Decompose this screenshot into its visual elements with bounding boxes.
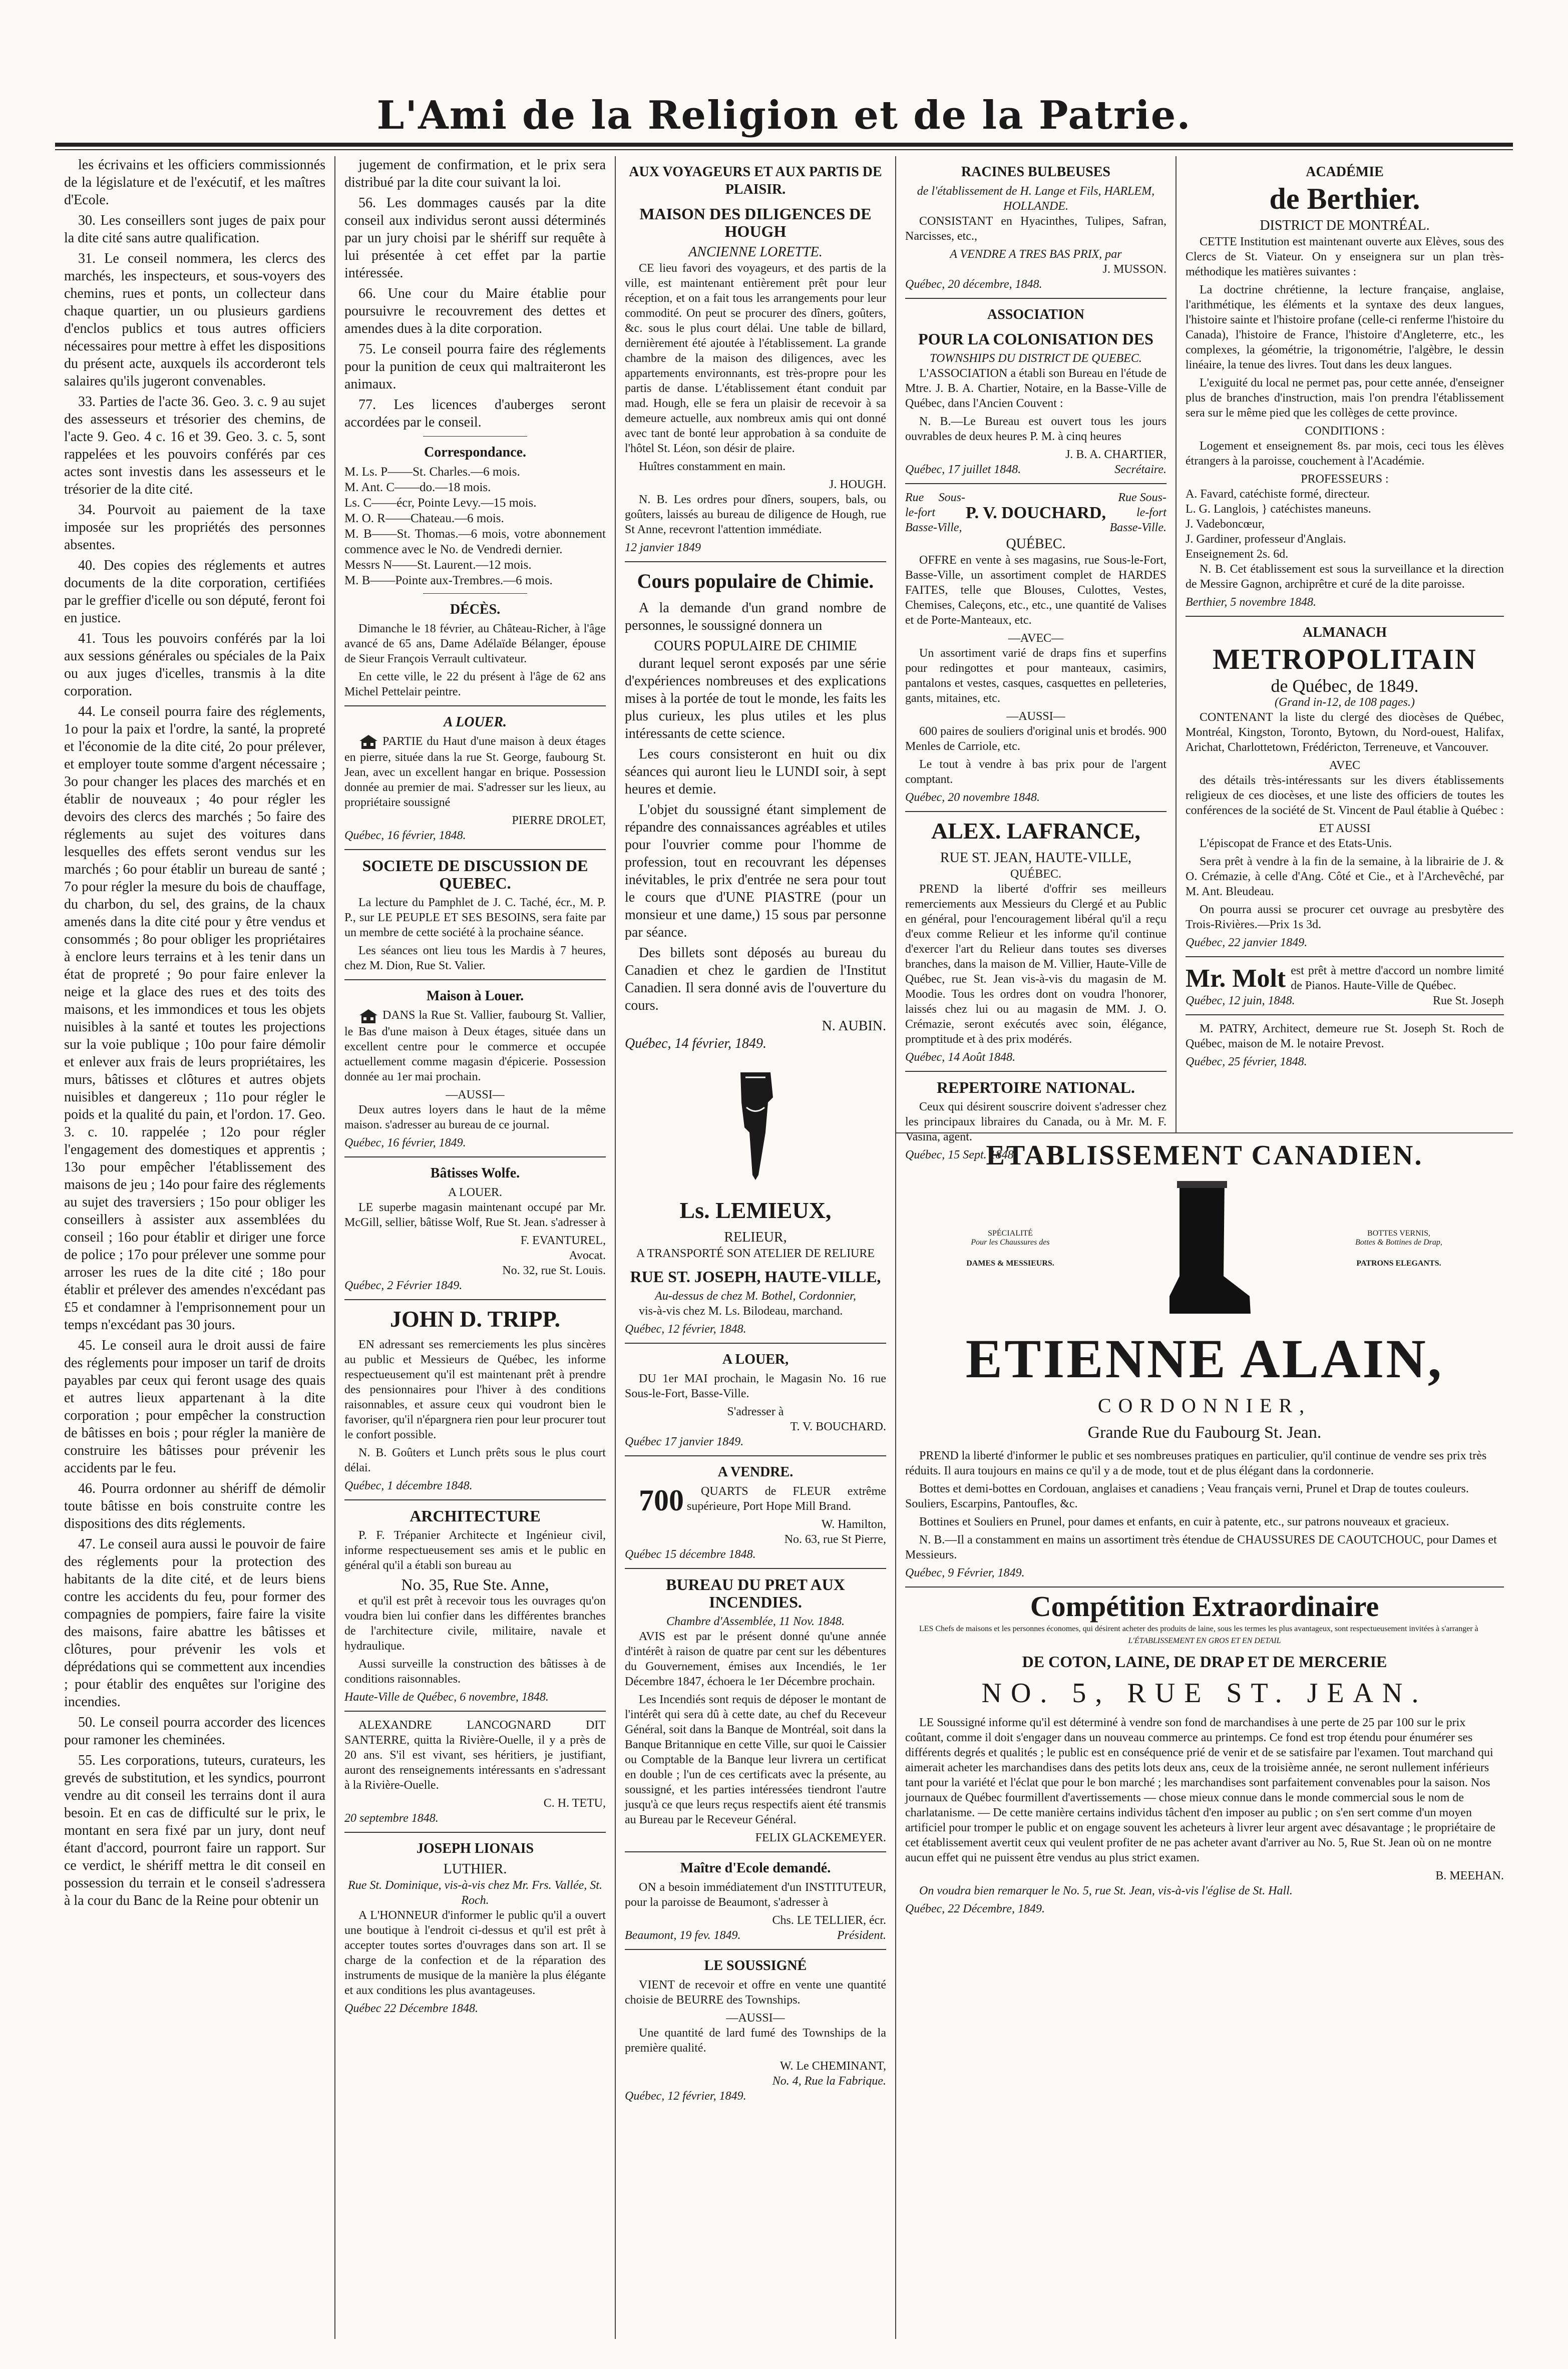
lafrance-text: PREND la liberté d'offrir ses meilleurs remerciements aux Messieurs du Clergé et au Public en général, pour l'encouragement libéral qu'il a reçu d'eux comme Relieur et les informe qu'il continue d'exercer l'art du Relieur dans toutes ses diverses branches, dans la maison de M. Villier, Haute-Ville de Québec, rue St. Jean vis-à-vis du magasin de M. Moodie. Tous les ordres dont on voudra l'honorer, laissés chez lui ou au magasin de MM. J. O. Crémazie, seront exécutés avec soin, élégance, promptitude et à des prix modérés. [905,883,1166,1046]
racines-sub: de l'établissement de H. Lange et Fils, HARLEM, HOLLANDE. [917,185,1155,213]
almanach-text: CONTENANT la liste du clergé des diocèses de Québec, Montréal, Kingston, Toronto, Bytown, du Nord-ouest, Halifax, Arichat, Charlottetown, Frédéricton, Terreneuve, et Vancouver. [1186,711,1504,754]
archi-text: Aussi surveille la construction des bâtisses à de conditions raisonnables. [344,1657,606,1686]
aussi: ET AUSSI [1319,822,1371,835]
alain-text: Bottes et demi-bottes en Cordouan, anglaises et canadiens ; Veau français verni, Prunel et Drap de toutes couleurs. Souliers, Escarpins, Pantoufles, &c. [905,1482,1469,1510]
cordonnier: CORDONNIER, [1097,1394,1312,1417]
signature: W. Le CHEMINANT, [780,2060,886,2073]
correspondance-line: Ls. C——écr, Pointe Levy.—15 mois. [344,496,537,510]
date: Québec, 2 Février 1849. [344,1279,463,1292]
date: Québec 17 janvier 1849. [625,1435,744,1448]
date: 20 septembre 1848. [344,1811,439,1825]
date: Haute-Ville de Québec, 6 novembre, 1848. [344,1690,549,1704]
signature: W. Hamilton, [821,1518,886,1531]
academie-sub: DISTRICT DE MONTRÉAL. [1260,218,1430,233]
date: Québec, 20 novembre 1848. [905,791,1040,804]
specialite: SPÉCIALITÉ [988,1229,1033,1238]
divider [344,1711,606,1712]
asso-text: N. B.—Le Bureau est ouvert tous les jours ouvrables de deux heures P. M. à cinq heures [905,415,1166,443]
divider [344,705,606,706]
column-1 [55,156,335,2339]
maison-title: Maison à Louer. [426,988,524,1004]
alain-address: Grande Rue du Faubourg St. Jean. [1087,1423,1322,1442]
correspondance-line: M. Ls. P——St. Charles.—6 mois. [344,465,520,479]
comp-text: LE Soussigné informe qu'il est déterminé à vendre son fond de marchandises à une perte de 25 par 100 sur le prix coûtant, comme il doit s'engager dans un nouveau commerce au printemps. Ce fond est trop étendu pour énumérer ses différents degrés et qualités ; le public est en conséquence prié de venir et de se satisfaire par l'examen. Tout marchand qui aimerait acheter les marchandises dans des petits lots deux ans, ceux de la troisième année, ne seront nullement inférieurs tant pour la variété et l'éclat que pour le bon marché ; les marchandises sont parfaitement convenables pour la saison. Nos journaux de Québec fourmillent d'avertissements — chose mieux connue dans le monde commercial sous le nom de charlatanisme. — De cette manière certains individus tâchent d'en imposer au public ; on s'en sert comme d'un moyen artificiel pour tromper le public et on engage souvent les acheteurs à livrer leur argent avec désavantage ; le propriétaire de cet établissement avertit ceux qui veulent profiter de ne pas acheter avant d'arriver au No. 5, Rue St. Jean où on ne montre aucun effet qui ne puissent être vendus au plus strict examen. [905,1716,1496,1864]
date: Québec, 14 février, 1849. [625,1036,767,1051]
lionais-text: A L'HONNEUR d'informer le public qu'il a ouvert une boutique à l'endroit ci-dessus et qu'il est prêt à accepter toutes sortes d'ouvrages dans son art. Il se charge de la confection et de la réparation des instruments de musique de la manière la plus élégante et aux conditions les plus avantageuses. [344,1908,606,1997]
batisses-sub: A LOUER. [448,1186,502,1199]
lafrance-title: ALEX. LAFRANCE, [931,818,1140,844]
dames: DAMES & MESSIEURS. [966,1259,1054,1268]
archi-address: No. 35, Rue Ste. Anne, [401,1575,549,1594]
maitre-title: Maître d'Ecole demandé. [680,1860,831,1876]
signature-role: Secrétaire. [1114,463,1166,476]
lafrance-address: RUE ST. JEAN, HAUTE-VILLE, [940,850,1132,866]
divider [344,849,606,850]
date: Beaumont, 19 fev. 1849. [625,1929,741,1942]
vendre-body: QUARTS de FLEUR extrême supérieure, Port Hope Mill Brand. [687,1485,886,1513]
divider [625,1343,886,1344]
date: Québec, 12 février, 1848. [625,1323,746,1336]
molt-text: est prêt à mettre d'accord un nombre limité de Pianos. Haute-Ville de Québec. [1291,964,1504,992]
lancognard-text: ALEXANDRE LANCOGNARD DIT SANTERRE, quitta la Rivière-Ouelle, il y a près de 20 ans. S'il est vivant, ses héritiers, je justifiant, auront des renseignements intéressants en s'adressant à la Rivière-Ouelle. [344,1718,606,1792]
signature: B. MEEHAN. [1435,1869,1504,1882]
bureau-sub: Chambre d'Assemblée, 11 Nov. 1848. [666,1615,845,1628]
masthead-rule-thin [55,149,1513,150]
douchard-left: Rue Sous-le-fort Basse-Ville, [905,491,965,534]
signature-role: Président. [837,1929,886,1942]
batisses-title: Bâtisses Wolfe. [430,1165,520,1181]
cours-text: Des billets sont déposés au bureau du Canadien et chez le gardien de l'Institut Canadien. Il sera donné avis de l'ouverture du cours. [625,945,886,1013]
almanach-sub2: (Grand in-12, de 108 pages.) [1275,696,1415,709]
racines-text: A VENDRE A TRES BAS PRIX, par [950,248,1122,261]
paragraph: 55. Les corporations, tuteurs, curateurs, les grevés de substitution, et les syndics, pourront vendre au dit conseil les terrains dont il aura besoin. Et en cas de difficulté sur le prix, le montant en sera fixé par un jury, dont neuf étant d'accord, pourront faire un rapport. Sur ce verdict, le shériff mettra le dit conseil en possession du terrain et le conseil s'adressera à la cour du Banc de la Reine pour obtenir un [64,1753,325,1908]
columns [55,156,1513,2339]
date: Québec, 20 décembre, 1848. [905,278,1042,291]
asso-title: ASSOCIATION [987,307,1084,322]
douchard-header [905,490,1166,535]
date: Québec, 25 février, 1848. [1186,1055,1307,1068]
column-5 [1177,156,1513,1132]
avec: AVEC [1329,759,1361,772]
paragraph: 66. Une cour du Maire établie pour poursuivre le recouvrement des dettes et amendes dues à la dite corporation. [344,286,606,336]
bureau-text: Les Incendiés sont requis de déposer le montant de l'intérêt qui sera dû à cette date, au chef du Receveur Général, soit dans la Banque de Montréal, soit dans la Banque Britannique en cette Ville, sur quoi le Caissier ou Comptable de la Banque leur livrera un certificat en double ; l'un de ces certificats avec la présente, au soussigné, et les parties intéressées tiendront l'autre jusqu'à ce que leurs reçus respectifs aient été transmis au Bureau par le Receveur Général. [625,1693,886,1826]
column-3 [616,156,896,2339]
aussi: —AUSSI— [1006,710,1065,723]
date: Québec, 12 juin, 1848. [1186,994,1295,1007]
alouer-title: A LOUER. [443,714,507,730]
academie-text: La doctrine chrétienne, la lecture française, anglaise, l'arithmétique, les éléments et la syntaxe des deux langues, l'histoire sainte et l'histoire profane (celle-ci renferme l'histoire du Canada), l'histoire de France, l'histoire d'Angleterre, etc., les complexes, la géométrie, la trigonométrie, l'algèbre, le dessin linéaire, la tenue des livres. Tout dans les deux langues. [1186,283,1504,371]
cours-text: Les cours consisteront en huit ou dix séances qui auront lieu le LUNDI soir, à sept heures et demie. [625,746,886,797]
asso-footer [905,462,1166,477]
date: Québec, 15 Sept. 1848. [905,1148,1017,1161]
archi-text: et qu'il est prêt à recevoir tous les ouvrages qu'on voudra bien lui confier dans les différentes branches de l'architecture civile, militaire, navale et hydraulique. [344,1594,606,1653]
correspondance-line: M. O. R——Chateau.—6 mois. [344,512,504,525]
lemieux-text: A TRANSPORTÉ SON ATELIER DE RELIURE [636,1247,875,1260]
house-icon [358,1008,378,1024]
lemieux-text: vis-à-vis chez M. Ls. Bilodeau, marchand. [639,1305,843,1318]
comp-sub: L'ÉTABLISSEMENT EN GROS ET EN DETAIL [1128,1637,1281,1645]
maitre-footer [625,1928,886,1943]
correspondance-line: Messrs N——St. Laurent.—12 mois. [344,558,532,572]
societe-title: SOCIETE DE DISCUSSION DE QUEBEC. [362,857,588,893]
divider [423,593,528,594]
right-area [896,156,1513,2339]
correspondance-line: M. Ant. C——do.—18 mois. [344,481,491,494]
wide-ads [896,1132,1513,1916]
societe-text: Les séances ont lieu tous les Mardis à 7 heures, chez M. Dion, Rue St. Valier. [344,944,606,973]
academie-text: L'exiguité du local ne permet pas, pour cette année, d'enseigner plus de branches d'instruction, mais l'on prendra l'établissement sera sur le même pied que les collèges de cette province. [1186,376,1504,420]
paragraph: 77. Les licences d'auberges seront accordées par le conseil. [344,397,606,430]
signature: Chs. LE TELLIER, écr. [772,1914,886,1927]
lemieux-address: RUE ST. JOSEPH, HAUTE-VILLE, [630,1268,881,1286]
bottes-sub: Bottes & Bottines de Drap, [1355,1238,1442,1247]
paragraph: les écrivains et les officiers commissionnés de la législature et de l'exécutif, et les maîtres d'Ecole. [64,157,325,208]
alouer-text [344,734,606,810]
tripp-title: JOHN D. TRIPP. [390,1306,560,1332]
archi-text: P. F. Trépanier Architecte et Ingénieur civil, informe respectueusement ses amis et le public en général qu'il a établi son bureau au [344,1528,606,1572]
date: Québec, 22 janvier 1849. [1186,936,1308,949]
maison-diligences-sub: ANCIENNE LORETTE. [688,244,823,260]
divider [905,298,1166,299]
alain-text: N. B.—Il a constamment en mains un assortiment très étendue de CHAUSSURES DE CAOUTCHOUC, pour Dames et Messieurs. [905,1533,1497,1561]
academie-name: de Berthier. [1269,182,1420,215]
date: Québec, 12 février, 1849. [625,2090,746,2103]
lemieux-title: Ls. LEMIEUX, [679,1198,832,1223]
avec: —AVEC— [1008,632,1064,645]
divider [905,483,1166,484]
lionais-sub: LUTHIER. [443,1861,507,1877]
divider [1186,956,1504,957]
alain-name: ETIENNE ALAIN, [965,1328,1444,1389]
column-4 [896,156,1177,1161]
douchard-text: OFFRE en vente à ses magasins, rue Sous-le-Fort, Basse-Ville, un assortiment complet de HARDES FAITES, telle que Blouses, Culottes, Vestes, Chemises, Caleçons, etc., etc., une quantité de Valises et de Porte-Manteaux, etc. [905,554,1166,627]
comp-text: LES Chefs de maisons et les personnes économes, qui désirent acheter des produits de laine, sous les termes les plus avantageux, sont respectueusement invitées à s'arranger à [919,1625,1478,1633]
date: Québec, 17 juillet 1848. [905,463,1021,476]
house-icon [358,734,378,750]
bureau-title: BUREAU DU PRET AUX INCENDIES. [666,1575,845,1611]
lionais-title: JOSEPH LIONAIS [416,1840,534,1856]
address: No. 32, rue St. Louis. [502,1264,606,1277]
date: 12 janvier 1849 [625,541,701,554]
divider [344,979,606,980]
maison-diligences-nb: N. B. Les ordres pour dîners, soupers, bals, ou goûters, laissés au bureau de diligence de Hough, rue St Anne, recevront l'attention immédiate. [625,493,886,536]
maison-diligences-text: Huîtres constamment en main. [639,460,786,473]
maison-diligences-title: MAISON DES DILIGENCES DE HOUGH [639,205,872,240]
signature: F. EVANTUREL, [520,1234,606,1247]
divider [423,436,528,437]
tripp-text: EN adressant ses remerciements les plus sincères au public et Messieurs de Québec, les informe respectueusement qu'il est maintenant prêt à prendre des pensionnaires pour l'hiver à des conditions raisonnables, et assure ceux qui voudront bien le favoriser, qu'il n'épargnera rien pour leur procurer tout le confort possible. [344,1338,606,1441]
correspondance-title: Correspondance. [424,445,527,460]
cours-text: A la demande d'un grand nombre de personnes, le soussigné donnera un [625,600,886,633]
vendre-text [625,1484,886,1517]
boot-ad-row [905,1173,1504,1324]
address: Rue St. Joseph [1432,994,1504,1007]
conditions-title: CONDITIONS : [1305,425,1385,438]
douchard-text: Un assortiment varié de draps fins et superfins pour redingottes et pour manteaux, casimirs, pantalons et vestes, casques, casquettes en pelleteries, gants, mitaines, etc. [905,647,1166,705]
douchard-text: Le tout à vendre à bas prix pour de l'argent comptant. [905,758,1166,786]
professeurs-title: PROFESSEURS : [1301,473,1389,486]
date: Québec, 16 février, 1849. [344,1136,466,1149]
comp-address: NO. 5, RUE ST. JEAN. [981,1678,1428,1709]
address: No. 63, rue St Pierre, [784,1533,886,1546]
divider [625,561,886,562]
masthead: L'Ami de la Religion et de la Patrie. [376,93,1192,138]
vendre-title: A VENDRE. [717,1464,794,1480]
paragraph: 33. Parties de l'acte 36. Geo. 3. c. 9 au sujet des assesseurs et trésorier des chemins, de l'acte 9. Geo. 4 c. 16 et 39. Geo. 3. c. 5, sont rappelées et les pouvoirs conférés par ces actes sont investis dans les assesseurs et le trésorier de la dite cité. [64,394,325,497]
cours-title: Cours populaire de Chimie. [637,570,874,592]
date: Québec, 22 Décembre, 1849. [905,1902,1045,1915]
bureau-text: AVIS est par le présent donné qu'une année d'intérêt à raison de quatre par cent sur les débentures du Gouvernement, émises aux Incendiés, le 1er Décembre 1847, échoera le 1er Décembre prochain. [625,1630,886,1688]
divider [905,1071,1166,1072]
asso-title2: POUR LA COLONISATION DES [918,330,1153,348]
paragraph: jugement de confirmation, et le prix sera distribué par la dite cour suivant la loi. [344,157,606,190]
alouer-text: DU 1er MAI prochain, le Magasin No. 16 rue Sous-le-Fort, Basse-Ville. [625,1372,886,1400]
professeur-line: L. G. Langlois, } catéchistes maneuns. [1186,503,1371,516]
douchard-city: QUÉBEC. [1006,536,1066,552]
almanach-text: L'épiscopat de France et des Etats-Unis. [1200,837,1392,850]
almanach-title: ALMANACH [1303,625,1387,640]
vendre-number: 700 [639,1484,684,1517]
paragraph: 47. Le conseil aura aussi le pouvoir de faire des réglements pour la protection des habitants de la dite cité, et de leurs biens contre les accidents du feu, pour former des compagnies de pompiers, faire faire la visite des maisons, faire abattre les bâtisses et clôtures, pour prévenir les vols et déprédations qui se commettent aux incendies ; pour établir des enquêtes sur l'origine des incendies. [64,1536,325,1710]
address: No. 4, Rue la Fabrique. [772,2075,886,2088]
patry-text: M. PATRY, Architect, demeure rue St. Joseph St. Roch de Québec, maison de M. le notaire Prevost. [1186,1022,1504,1050]
divider [625,1949,886,1950]
maison-text [344,1008,606,1084]
lemieux-address2: Au-dessus de chez M. Bothel, Cordonnier, [655,1290,856,1303]
bottes-title: BOTTES VERNIS, [1367,1229,1430,1238]
alouer-text: S'adresser à [727,1405,784,1418]
molt-footer [1186,993,1504,1008]
almanach-sub: de Québec, de 1849. [1271,676,1419,696]
signature: N. AUBIN. [822,1018,886,1034]
pointing-hand-icon [725,1067,786,1182]
archi-title: ARCHITECTURE [410,1506,541,1525]
comp-title: Compétition Extraordinaire [1030,1590,1379,1623]
divider [344,1499,606,1500]
maison-text: Deux autres loyers dans le haut de la même maison. s'adresser au bureau de ce journal. [344,1103,606,1131]
patrons: PATRONS ELEGANTS. [1356,1259,1441,1268]
divider [905,811,1166,812]
correspondance-line: M. B——St. Thomas.—6 mois, votre abonnement commence avec le No. de Vendredi dernier. [344,527,606,556]
date: Berthier, 5 novembre 1848. [1186,596,1317,609]
alain-text: PREND la liberté d'informer le public et ses nombreuses pratiques en particulier, qu'il continue de vendre ses prix très réduits. Il aura toujours en mains ce qu'il y a de mode, tout et de plus élégant dans la cordonnerie. [905,1449,1487,1477]
cours-sub: COURS POPULAIRE DE CHIMIE [654,638,857,654]
date: Québec 22 Décembre 1848. [344,2002,479,2015]
divider [344,1156,606,1157]
professeurs-text: N. B. Cet établissement est sous la surveillance et la direction de Messire Gagnon, archiprêtre et curé de la dite paroisse. [1186,563,1504,591]
etab-title: ETABLISSEMENT CANADIEN. [986,1140,1423,1171]
professeur-line: J. Gardiner, professeur d'Anglais. [1186,533,1346,546]
date: Québec, 9 Février, 1849. [905,1566,1025,1580]
divider [625,1568,886,1569]
paragraph: 50. Le conseil pourra accorder des licences pour ramoner les cheminées. [64,1715,325,1748]
deces-text: Dimanche le 18 février, au Château-Richer, à l'âge avancé de 65 ans, Dame Adélaïde Bélanger, épouse de Sieur François Verrault cultivateur. [344,622,606,665]
boot-icon [1154,1176,1255,1321]
paragraph: 31. Le conseil nommera, les clercs des marchés, les inspecteurs, et sous-voyers des chemins, rues et ponts, un collecteur dans chaque quartier, un ou plusieurs gardiens d'enclos publics et tous autres officiers nécessaires pour mettre à effet les dispositions du présent acte, auxquels ils accorderont tels salaires qu'ils jugeront convenables. [64,251,325,389]
column-2 [335,156,616,2339]
signature: J. HOUGH. [829,478,886,491]
boot-ad-right [1294,1229,1504,1268]
alouer-body: PARTIE du Haut d'une maison à deux étages en pierre, située dans la rue St. George, faubourg St. Jean, avec un excellent hangar en brique. Possession donnée au premier de mai. S'adresser sur les lieux, au propriétaire soussigné [344,735,606,810]
douchard-title: P. V. DOUCHARD, [966,503,1106,522]
comp-sub2: DE COTON, LAINE, DE DRAP ET DE MERCERIE [1022,1653,1387,1671]
divider [344,1299,606,1300]
divider [905,1587,1504,1588]
societe-text: La lecture du Pamphlet de J. C. Taché, écr., M. P. P., sur LE PEUPLE ET SES BESOINS, sera faite par un membre de cette société à la prochaine séance. [344,896,606,940]
voyageurs-title: AUX VOYAGEURS ET AUX PARTIS DE PLAISIR. [629,164,882,197]
divider [1186,616,1504,617]
deces-text: En cette ville, le 22 du présent à l'âge de 62 ans Michel Pettelair peintre. [344,670,606,698]
signature-role: Avocat. [569,1249,606,1262]
signature: PIERRE DROLET, [512,814,606,828]
professeur-line: J. Vadeboncœur, [1186,518,1265,531]
almanach-text: des détails très-intéressants sur les divers établissements religieux de ces diocèses, et une liste des officiers de toutes les conférences de la société de St. Vincent de Paul établie à Québec : [1186,774,1504,817]
paragraph: 41. Tous les pouvoirs conférés par la loi aux sessions générales ou spéciales de la Paix ou aux juges d'icelles, transmis à la dite corporation. [64,631,325,699]
conditions-text: Logement et enseignement 8s. par mois, ceci tous les élèves étrangers à la paroisse, couchement à l'Académie. [1186,440,1504,468]
date: Québec, 14 Août 1848. [905,1051,1016,1064]
maison-diligences-text: CE lieu favori des voyageurs, et des partis de la ville, est maintenant entièrement prêt pour leur réception, et on a fait tous les arrangements pour leur commodité. On peut se procurer des dîners, goûters, &c. sous le plus court délai. Une table de billard, dernièrement été ajoutée à l'établissement. La grande chambre de la maison des diligences, avec les appartements environnants, est très-propre pour les partis de danse. L'établissement étant conduit par mad. Hough, elle se fera un plaisir de recevoir à sa demeure actuelle, aux nombreux amis qui ont donné avec tant de bonté leur approbation à sa conduite de l'hôtel St. Léon, son désir de plaire. [625,262,886,455]
chaussures: Pour les Chaussures des [971,1238,1050,1247]
divider [344,1832,606,1833]
date: Québec, 1 décembre 1848. [344,1479,473,1492]
soussigne-title: LE SOUSSIGNÉ [704,1958,807,1973]
racines-title: RACINES BULBEUSES [961,164,1110,180]
paragraph: 45. Le conseil aura le droit aussi de faire des réglements pour imposer un tarif de droits payables par ceux qui feront usage des quais et autres lieux appartenant à la dite corporation ; pour empêcher la construction de bâtisses en bois ; pour régler la manière de construire les bâtisses pour prévenir les accidents par le feu. [64,1338,325,1476]
academie-title: ACADÉMIE [1306,164,1384,180]
signature: J. B. A. CHARTIER, [1065,448,1166,461]
maison-body: DANS la Rue St. Vallier, faubourg St. Vallier, le Bas d'une maison à Deux étages, située dans un excellent centre pour le commerce et occupée actuellement comme magasin d'épicerie. Possession donnée au 1er mai prochain. [344,1009,606,1083]
molt-ad [1186,963,1504,993]
racines-text: CONSISTANT en Hyacinthes, Tulipes, Safran, Narcisses, etc., [905,215,1166,243]
paragraph: 40. Des copies des réglements et autres documents de la dite corporation, certifiées par le greffier d'icelle ou son député, feront foi en justice. [64,558,325,626]
soussigne-text: VIENT de recevoir et offre en vente une quantité choisie de BEURRE des Townships. [625,1979,886,2007]
academie-text: CETTE Institution est maintenant ouverte aux Elèves, sous des Clercs de St. Viateur. On y enseignera sur un plan très-méthodique les matières suivantes : [1186,235,1504,278]
divider [625,1851,886,1852]
deces-title: DÉCÈS. [450,602,501,617]
cours-text: L'objet du soussigné étant simplement de répandre des connaissances agréables et utiles pour l'ouvrier comme pour l'homme de profession, tout en recouvrant les dépenses inévitables, le prix d'entrée ne sera pour tout le cours que d'UNE PIASTRE (pour un monsieur et une dame,) 15 sous par personne par séance. [625,802,886,940]
signature: FELIX GLACKEMEYER. [755,1831,886,1844]
professeur-line: Enseignement 2s. 6d. [1186,548,1289,561]
paragraph: 56. Les dommages causés par la dite conseil aux individus seront aussi déterminés par un jury choisi par le shériff sur requête à lui présentée à cet effet par la partie intéressée. [344,195,606,281]
alain-text: Bottines et Souliers en Prunel, pour dames et enfants, en cuir à patente, etc., sur patrons nouveaux et gracieux. [919,1515,1449,1528]
paragraph: 46. Pourra ordonner au shériff de démolir toute bâtisse en bois construite contre les dispositions des dits réglements. [64,1481,325,1531]
molt-name: Mr. Molt [1186,964,1286,993]
tripp-text: N. B. Goûters et Lunch prêts sous le plus court délai. [344,1446,606,1474]
soussigne-text: Une quantité de lard fumé des Townships de la première qualité. [625,2027,886,2055]
signature: C. H. TETU, [543,1796,606,1810]
divider [1186,1014,1504,1015]
professeur-line: A. Favard, catéchiste formé, directeur. [1186,488,1370,501]
correspondance-line: M. B——Pointe aux-Trembres.—6 mois. [344,574,553,587]
almanach-name: METROPOLITAIN [1213,643,1477,675]
paragraph: 75. Le conseil pourra faire des réglements pour la punition de ceux qui maltraiteront les animaux. [344,341,606,392]
divider [625,1455,886,1456]
repertoire-text: Ceux qui désirent souscrire doivent s'adresser chez les principaux libraires du Canada, ou à Mr. M. F. Vasina, agent. [905,1100,1166,1143]
signature: T. V. BOUCHARD. [790,1420,886,1433]
batisses-text: LE superbe magasin maintenant occupé par Mr. McGill, sellier, bâtisse Wolf, Rue St. Jean. s'adresser à [344,1201,606,1229]
boot-ad-left [905,1229,1115,1268]
date: Québec 15 décembre 1848. [625,1548,756,1561]
almanach-text: Sera prêt à vendre à la fin de la semaine, à la librairie de J. & O. Crémazie, à celle d'Ang. Côté et Cie., et à l'Archevêché, par M. Ant. Bleudeau. [1186,855,1504,898]
lemieux-sub: RELIEUR, [724,1230,787,1245]
cours-text: durant lequel seront exposés par une série d'expériences nombreuses et des explications mises à la portée de tout le monde, les faits les plus curieux, les plus utiles et les plus intéressants de cette science. [625,656,886,741]
date: Québec, 16 février, 1848. [344,829,466,843]
asso-sub: TOWNSHIPS DU DISTRICT DE QUEBEC. [930,352,1142,365]
paragraph: 34. Pourvoit au paiement de la taxe imposée sur les propriétés des personnes absentes. [64,502,325,553]
aussi: —AUSSI— [726,2012,785,2025]
alouer-title: A LOUER, [722,1352,789,1367]
comp-note: On voudra bien remarquer le No. 5, rue St. Jean, vis-à-vis l'église de St. Hall. [919,1884,1293,1897]
douchard-right: Rue Sous-le-fort Basse-Ville. [1109,491,1166,534]
aussi: —AUSSI— [446,1088,505,1101]
signature: J. MUSSON. [1102,263,1166,276]
repertoire-title: REPERTOIRE NATIONAL. [937,1078,1135,1096]
masthead-rule [55,143,1513,147]
paragraph: 30. Les conseillers sont juges de paix pour la dite cité sans autre qualification. [64,213,325,246]
lionais-address: Rue St. Dominique, vis-à-vis chez Mr. Frs. Vallée, St. Roch. [348,1878,602,1907]
paragraph: 44. Le conseil pourra faire des réglements, 1o pour la paix et l'ordre, la santé, la propreté et l'économie de la dite cité, 2o pour prélever, et employer toute somme d'argent nécessaire ; 3o pour changer les places des marchés et en établir de nouveaux ; 4o pour régler les devoirs des clercs des marchés ; 5o faire des réglements au sujet des voitures dans lesquelles des effets seront vendus sur les marchés ; 6o pour établir un bureau de santé ; 7o pour régler la mesure du bois de chauffage, du charbon, du sel, des grains, de la chaux amenés dans la dite cité pour y être vendus et consommés ; 8o pour obliger les propriétaires à enclore leurs terrains et à les tenir dans un état de propreté ; 9o pour faire enlever la neige et la glace des rues et des toits des maisons, et les immondices et tous les objets nuisibles à la santé et toutes les projections sur la voie publique ; 10o pour faire démolir et enlever aux frais de leurs propriétaires, les murs, bâtisses et clôtures et autres objets nuisibles et dangereux ; 11o pour régler le poids et la qualité du pain, et l'ordon. 17. Geo. 3. c. 10. rappelée ; 12o pour régler l'engagement des domestiques et apprentis ; 13o pour empêcher l'établissement des maisons de jeu ; 14o pour faire des réglements au sujet des traversiers ; 15o pour obliger les conseillers à assister aux assemblées du conseil ; 16o pour établir et diriger une force de police ; 17o pour prélever une somme pour arroser les rues de la dite cité ; 18o pour établir et prélever des amendes n'excédant pas £5 et condamner à l'emprisonnement pour un temps n'excédant pas 30 jours. [64,704,325,1333]
asso-text: L'ASSOCIATION a établi son Bureau en l'étude de Mtre. J. B. A. Chartier, Notaire, en la Basse-Ville de Québec, dans l'Ancien Couvent : [905,367,1166,410]
lafrance-city: QUÉBEC. [1010,868,1061,881]
almanach-text: On pourra aussi se procurer cet ouvrage au presbytère des Trois-Rivières.—Prix 1s 3d. [1186,903,1504,931]
douchard-text: 600 paires de souliers d'original unis et brodés. 900 Menles de Carriole, etc. [905,725,1166,753]
maitre-text: ON a besoin immédiatement d'un INSTITUTEUR, pour la paroisse de Beaumont, s'adresser à [625,1881,886,1909]
